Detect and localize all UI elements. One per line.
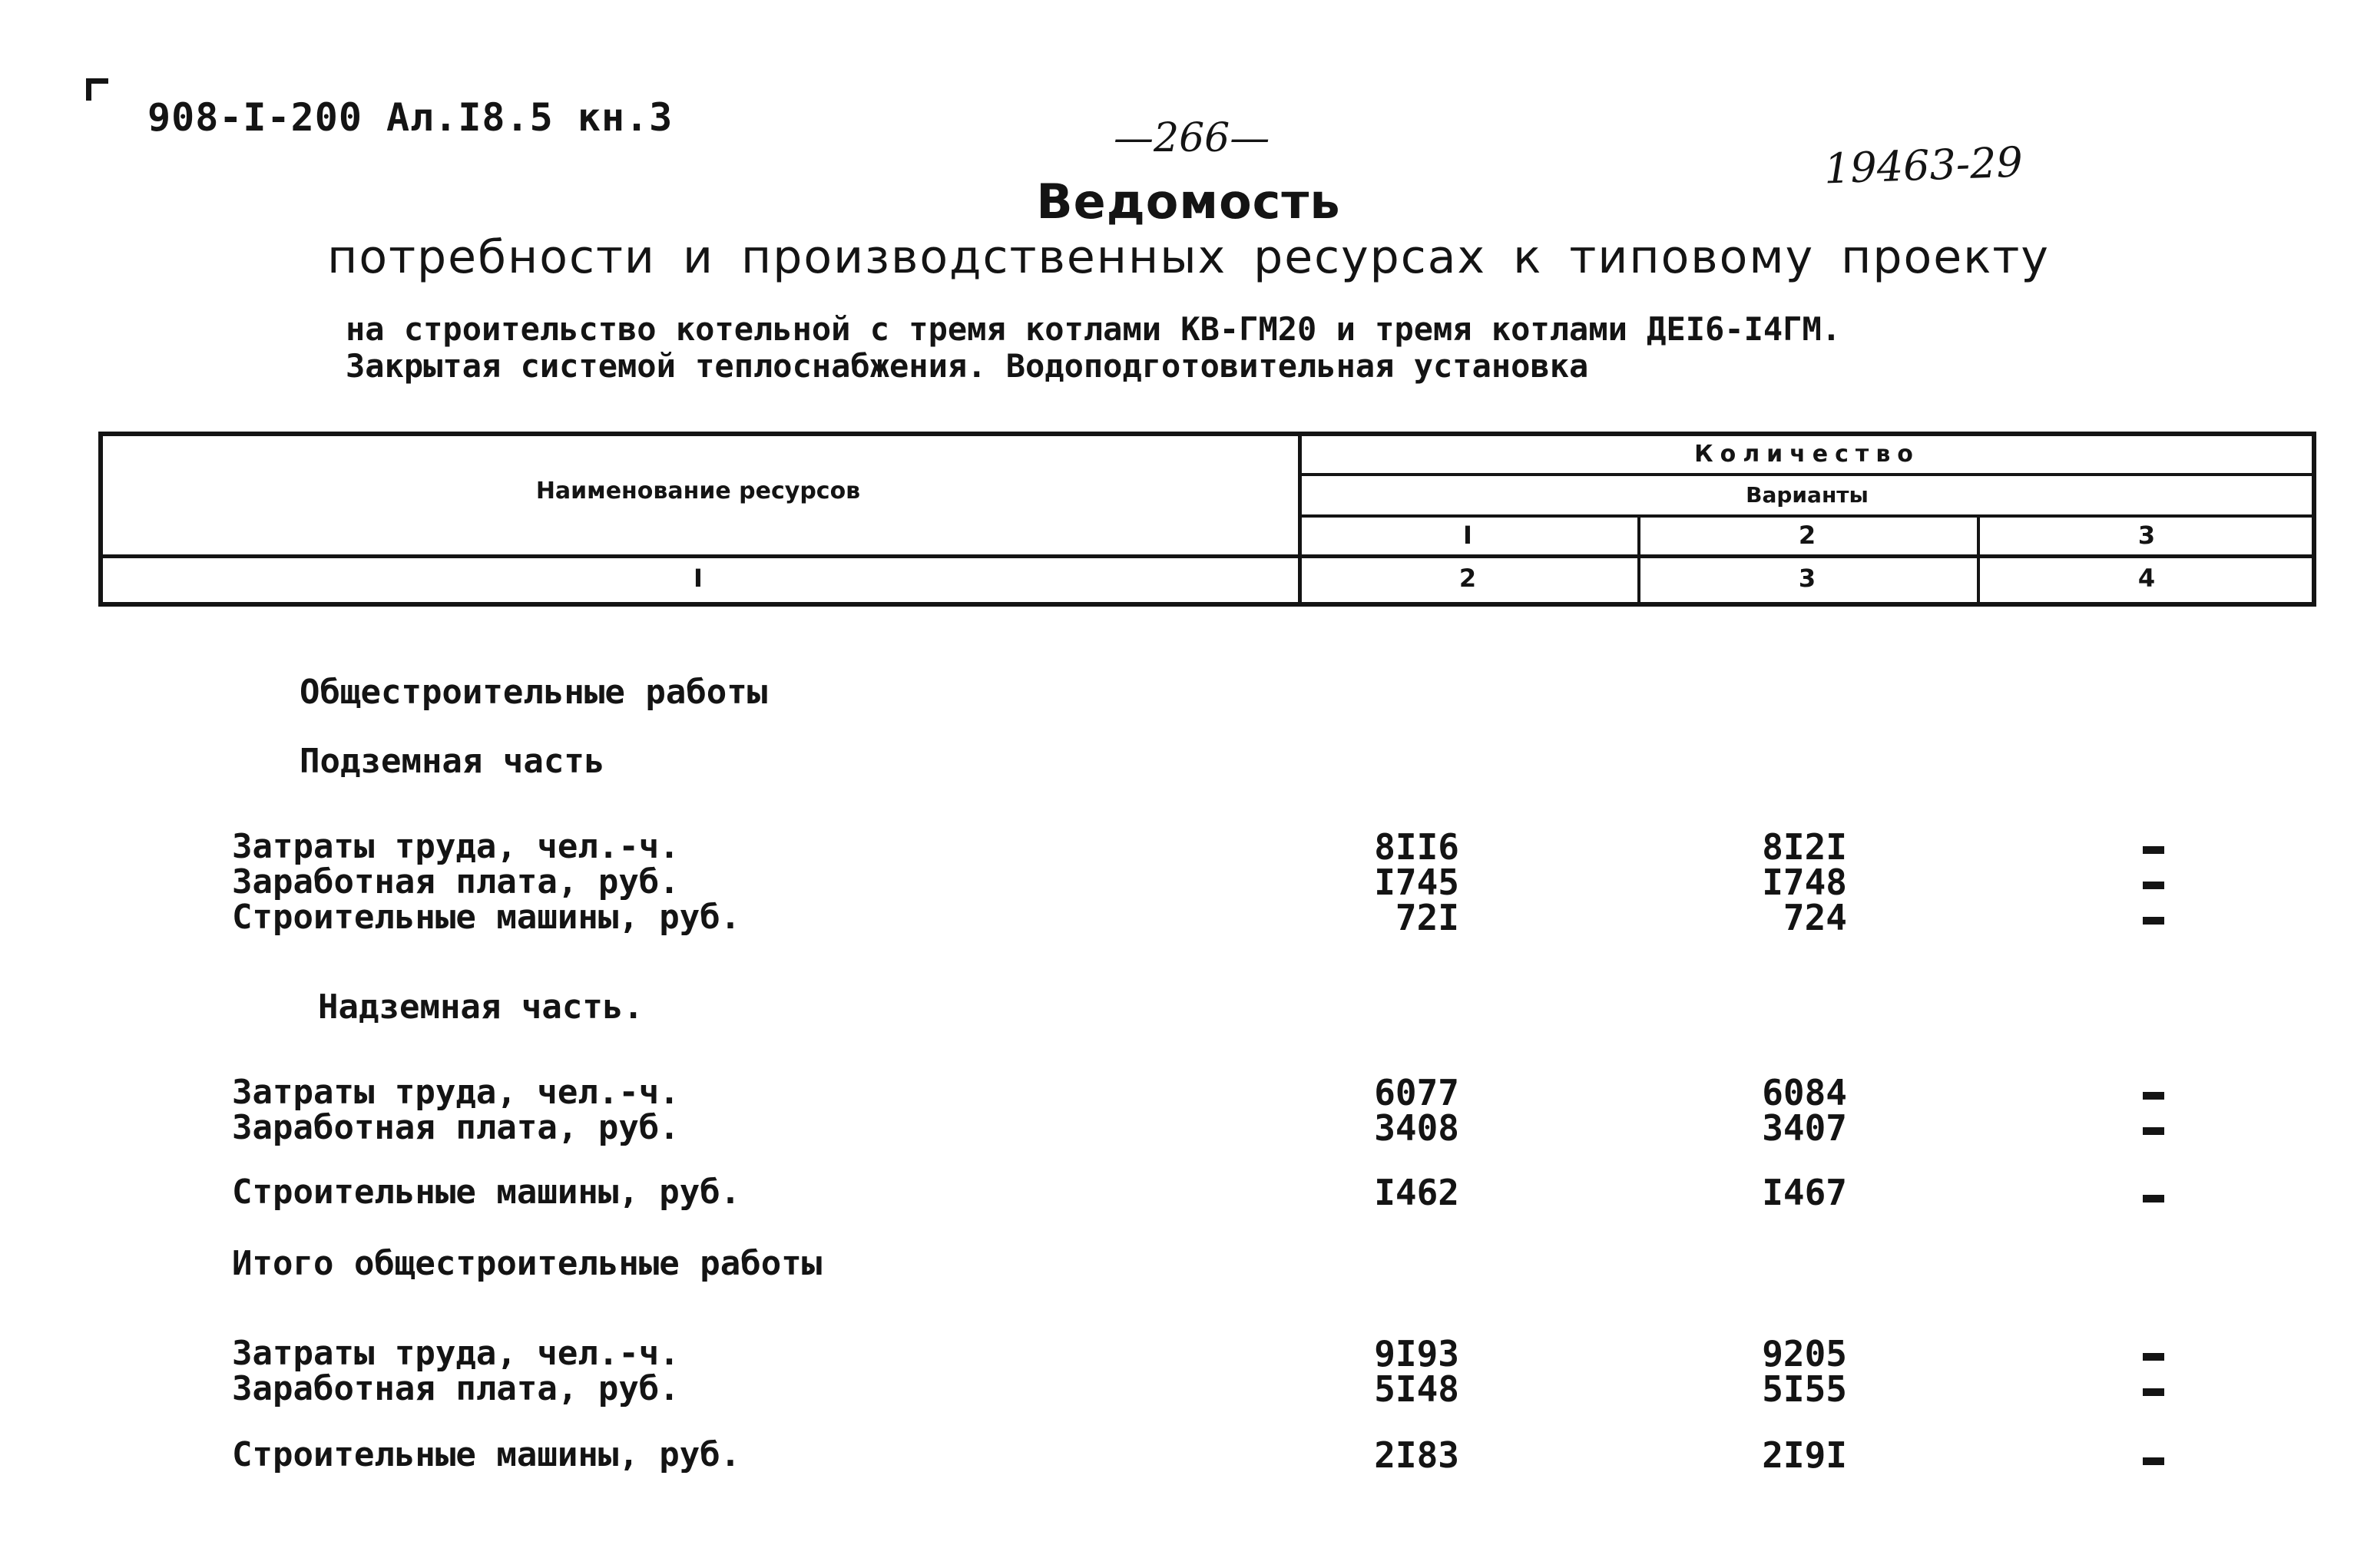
subtitle-line2: Закрытая системой теплоснабжения. Водоподготовительная установка [346, 347, 1589, 385]
subtitle-line1: на строительство котельной с тремя котлами КВ-ГМ20 и тремя котлами ДЕI6-I4ГМ. [346, 310, 1842, 348]
row-label: Затраты труда, чел.-ч. [232, 1334, 680, 1373]
row-value-v1: 3408 [1374, 1107, 1459, 1149]
variant-number-3: 3 [2137, 521, 2156, 550]
quantity-divider [1298, 473, 2316, 476]
column-number-1: I [694, 564, 703, 593]
table-header-divider [98, 554, 2316, 558]
row-value-v1: 9I93 [1374, 1333, 1459, 1374]
row-label: Затраты труда, чел.-ч. [232, 1073, 680, 1112]
row-value-v2: 5I55 [1762, 1368, 1847, 1410]
row-value-v2: 9205 [1762, 1333, 1847, 1374]
table-header [98, 432, 2316, 607]
row-value-v3-dash [2143, 1388, 2164, 1396]
row-value-v2: 6084 [1762, 1072, 1847, 1113]
row-value-v1: I462 [1374, 1172, 1459, 1213]
row-value-v3-dash [2143, 917, 2164, 925]
row-label: Строительные машины, руб. [232, 1173, 741, 1212]
column-number-3: 3 [1798, 564, 1816, 593]
row-value-v3-dash [2143, 1195, 2164, 1202]
row-value-v2: 2I9I [1762, 1434, 1847, 1476]
row-value-v1: 72I [1395, 897, 1459, 938]
page-title-line2: потребности и производственных ресурсах к типовому проекту [327, 230, 2050, 284]
row-label: Заработная плата, руб. [232, 1369, 680, 1408]
row-value-v1: 5I48 [1374, 1368, 1459, 1410]
row-value-v2: I467 [1762, 1172, 1847, 1213]
page-number: —266— [1114, 115, 1270, 161]
section-heading-aboveground: Надземная часть. [318, 987, 644, 1027]
row-value-v2: 724 [1783, 897, 1847, 938]
row-value-v3-dash [2143, 1457, 2164, 1465]
row-label: Строительные машины, руб. [232, 898, 741, 937]
row-value-v3-dash [2143, 1127, 2164, 1135]
document-reference: 908-I-200 Ал.I8.5 кн.3 [147, 95, 674, 140]
variants-header: Варианты [1746, 482, 1869, 508]
section-heading-underground: Подземная часть [300, 742, 605, 781]
row-value-v1: I745 [1374, 862, 1459, 903]
corner-mark [86, 78, 108, 101]
row-label: Заработная плата, руб. [232, 1108, 680, 1147]
name-column-header: Наименование ресурсов [535, 478, 861, 504]
row-value-v2: I748 [1762, 862, 1847, 903]
row-value-v1: 6077 [1374, 1072, 1459, 1113]
row-value-v3-dash [2143, 882, 2164, 889]
page-title: Ведомость [1036, 174, 1341, 230]
row-value-v1: 8II6 [1374, 826, 1459, 868]
column-number-4: 4 [2137, 564, 2156, 593]
section-heading-total: Итого общестроительные работы [232, 1244, 823, 1283]
row-label: Заработная плата, руб. [232, 862, 680, 901]
row-value-v2: 3407 [1762, 1107, 1847, 1149]
row-value-v2: 8I2I [1762, 826, 1847, 868]
quantity-header: Количество [1694, 441, 1920, 468]
row-label: Затраты труда, чел.-ч. [232, 827, 680, 866]
column-number-2: 2 [1458, 564, 1477, 593]
variants-divider [1298, 514, 2316, 518]
row-value-v1: 2I83 [1374, 1434, 1459, 1476]
variant-number-2: 2 [1798, 521, 1816, 550]
row-value-v3-dash [2143, 1353, 2164, 1361]
section-heading-general: Общестроительные работы [300, 673, 768, 712]
row-value-v3-dash [2143, 846, 2164, 854]
handwritten-number: 19463-29 [1822, 137, 2024, 194]
row-label: Строительные машины, руб. [232, 1435, 741, 1474]
variant-number-1: I [1463, 521, 1472, 550]
row-value-v3-dash [2143, 1092, 2164, 1100]
